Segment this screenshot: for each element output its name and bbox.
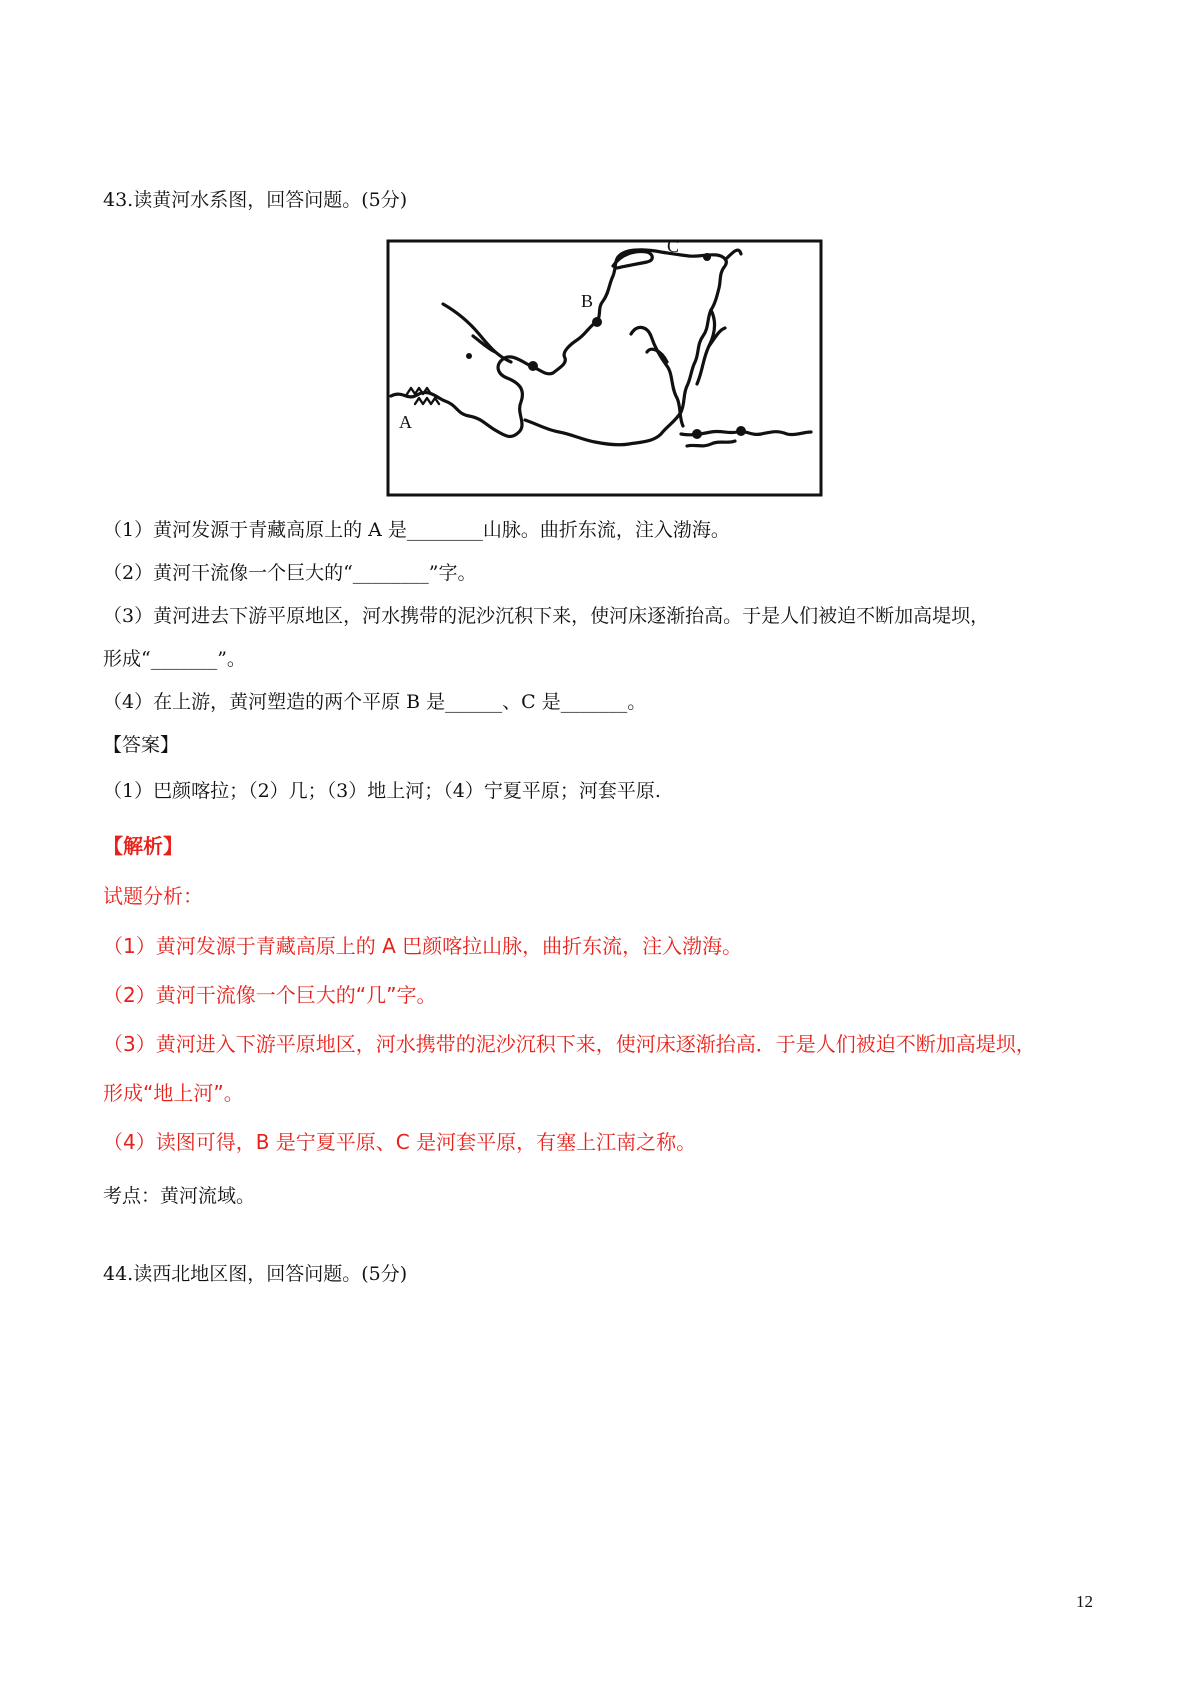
yellow-river-map: [385, 238, 825, 498]
city-dot-central: [692, 429, 702, 439]
q43-sub2: （2）黄河干流像一个巨大的“________”字。: [103, 562, 477, 584]
q43-sub4: （4）在上游，黄河塑造的两个平原 B 是______、C 是_______。: [103, 691, 647, 713]
q43-sub1: （1）黄河发源于青藏高原上的 A 是________山脉。曲折东流，注入渤海。: [103, 519, 730, 541]
city-dot-west: [528, 361, 538, 371]
q43-sub3-line2: 形成“_______”。: [103, 648, 246, 670]
city-dot-north: [703, 253, 711, 261]
answer-heading: 【答案】: [103, 734, 180, 756]
city-dot-east: [736, 426, 746, 436]
answer-text: （1）巴颜喀拉；（2）几；（3）地上河；（4）宁夏平原；河套平原.: [103, 780, 661, 802]
analysis-3-line1: （3）黄河进入下游平原地区，河水携带的泥沙沉积下来，使河床逐渐抬高．于是人们被迫不断加高堤坝，: [103, 1032, 1036, 1056]
analysis-heading: 【解析】: [103, 834, 183, 858]
analysis-2: （2）黄河干流像一个巨大的“几”字。: [103, 983, 437, 1007]
city-dot-sw: [466, 353, 472, 359]
map-label-c: C: [667, 238, 680, 256]
analysis-3-line2: 形成“地上河”。: [103, 1081, 244, 1105]
question-43-title: 43.读黄河水系图，回答问题。(5分): [103, 189, 408, 211]
page-number: 12: [1076, 1592, 1093, 1611]
analysis-1: （1）黄河发源于青藏高原上的 A 巴颜喀拉山脉，曲折东流，注入渤海。: [103, 934, 743, 958]
analysis-intro: 试题分析：: [103, 884, 203, 908]
map-frame: [388, 241, 821, 495]
question-44-title: 44.读西北地区图，回答问题。(5分): [103, 1263, 408, 1285]
map-label-b: B: [581, 291, 594, 311]
city-dot-b: [592, 317, 602, 327]
map-label-a: A: [399, 412, 412, 432]
q43-sub3-line1: （3）黄河进去下游平原地区，河水携带的泥沙沉积下来，使河床逐渐抬高。于是人们被迫不断加高堤坝，: [103, 605, 990, 627]
kaodian: 考点：黄河流域。: [103, 1185, 256, 1207]
analysis-4: （4）读图可得，B 是宁夏平原、C 是河套平原，有塞上江南之称。: [103, 1130, 697, 1154]
